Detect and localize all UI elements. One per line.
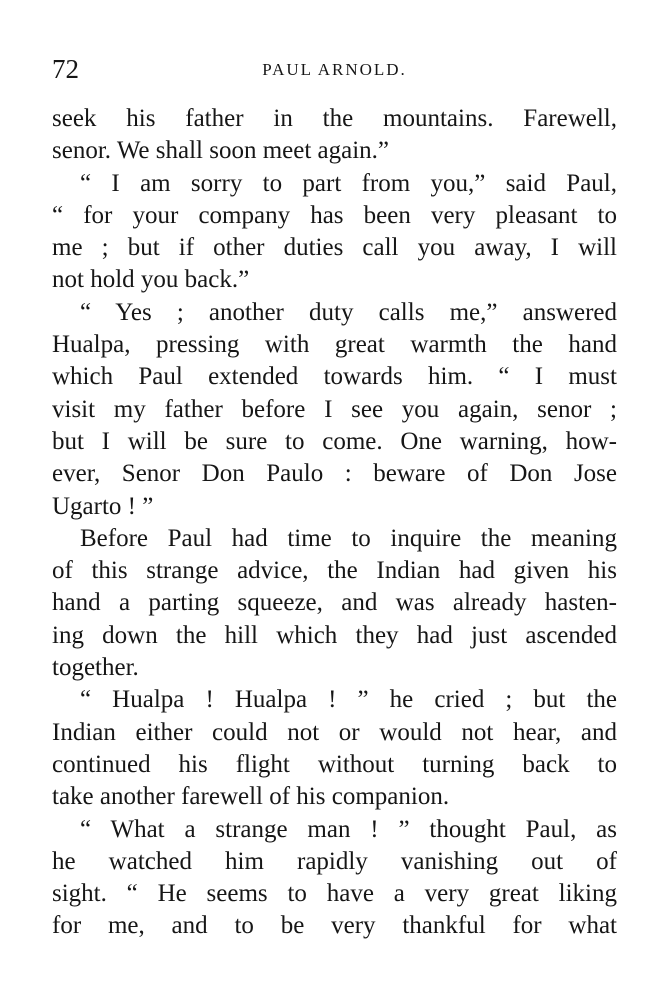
text-line: “ for your company has been very pleasant to [52, 201, 617, 229]
text-line: me ; but if other duties call you away, I will [52, 234, 617, 262]
text-line: “ What a strange man ! ” thought Paul, as [80, 815, 617, 843]
body-text [52, 103, 617, 943]
text-line: visit my father before I see you again, senor ; [52, 395, 617, 423]
text-line: sight. “ He seems to have a very great liking [52, 880, 617, 908]
text-line: hand a parting squeeze, and was already hasten- [52, 589, 617, 617]
page-header [52, 52, 617, 86]
running-title: PAUL ARNOLD. [262, 60, 407, 79]
text-line: not hold you back.” [52, 266, 250, 294]
text-line: Ugarto ! ” [52, 492, 154, 520]
text-line: he watched him rapidly vanishing out of [52, 847, 617, 875]
text-line: take another farewell of his companion. [52, 783, 450, 811]
text-line: of this strange advice, the Indian had given his [52, 557, 617, 585]
text-line: “ Yes ; another duty calls me,” answered [80, 298, 617, 326]
text-line: which Paul extended towards him. “ I must [52, 363, 617, 391]
text-line: but I will be sure to come. One warning, how- [52, 427, 617, 455]
text-line: Indian either could not or would not hear, and [52, 718, 617, 746]
page-number: 72 [52, 54, 79, 84]
text-line: for me, and to be very thankful for what [52, 912, 617, 940]
text-line: “ I am sorry to part from you,” said Paul, [80, 169, 617, 197]
text-line: ever, Senor Don Paulo : beware of Don Jose [52, 460, 617, 488]
text-line: senor. We shall soon meet again.” [52, 137, 390, 165]
text-line: Hualpa, pressing with great warmth the hand [52, 331, 617, 359]
text-line: seek his father in the mountains. Farewell, [52, 105, 617, 132]
text-line: together. [52, 654, 139, 682]
text-line: ing down the hill which they had just ascended [52, 621, 617, 649]
text-line: Before Paul had time to inquire the meaning [80, 524, 617, 552]
text-line: continued his flight without turning back to [52, 750, 617, 778]
text-line: “ Hualpa ! Hualpa ! ” he cried ; but the [80, 686, 617, 714]
